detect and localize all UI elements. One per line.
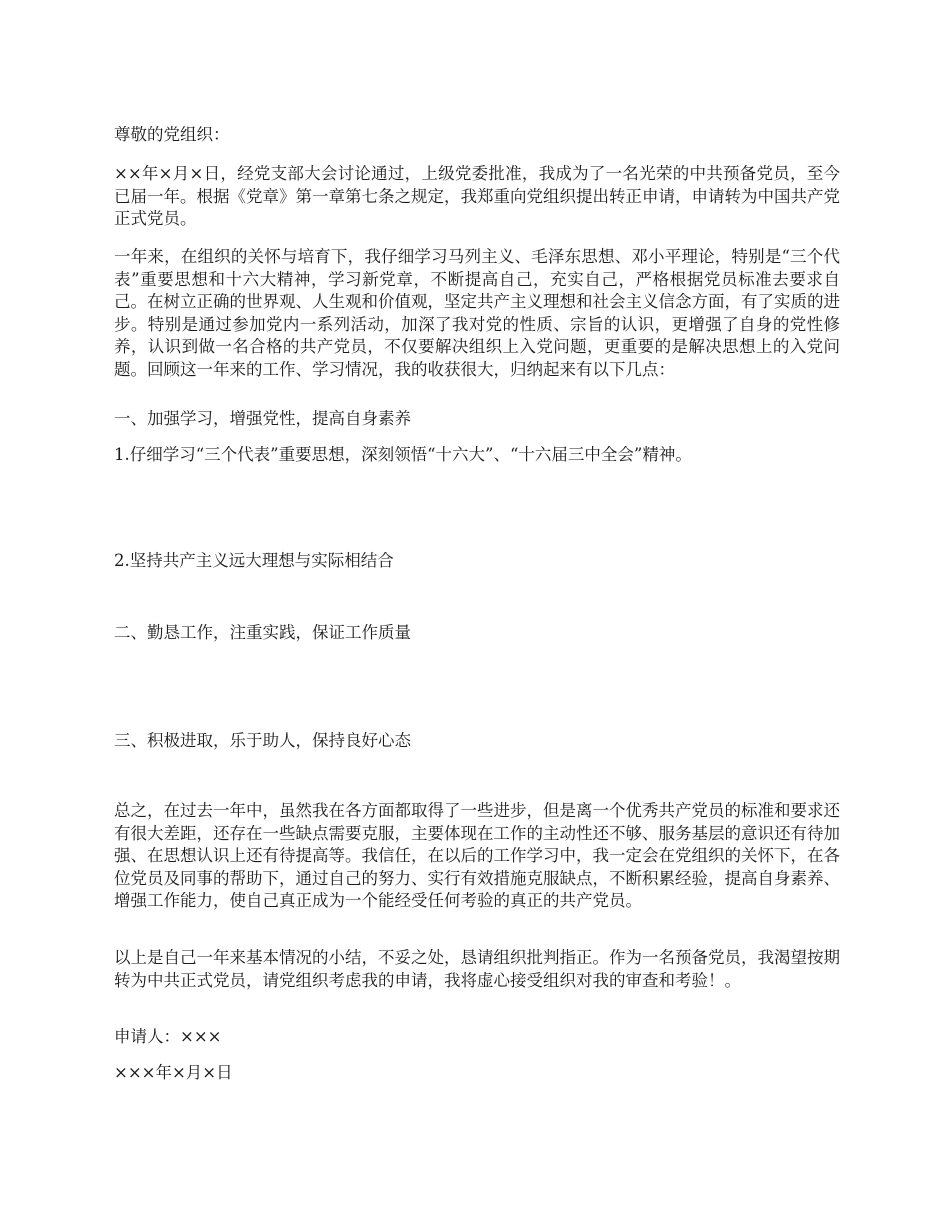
section-heading-1: 一、加强学习，增强党性，提高自身素养 — [114, 409, 411, 428]
salutation: 尊敬的党组织： — [114, 125, 230, 144]
list-item-2: 2.坚持共产主义远大理想与实际相结合 — [114, 551, 394, 570]
list-item-1: 1.仔细学习“三个代表”重要思想，深刻领悟“十六大”、“十六届三中全会”精神。 — [114, 445, 692, 464]
paragraph-review: 一年来，在组织的关怀与培育下，我仔细学习马列主义、毛泽东思想、邓小平理论，特别是“三个代表”重要思想和十六大精神，学习新党章，不断提高自己，充实自己，严格根据党员标准去要求自己。在树立正确的世界观、人生观和价值观，坚定共产主义理想和社会主义信念方面，有了实质的进步。特别是通过参加党内一系列活动，加深了我对党的性质、宗旨的认识，更增强了自身的党性修养，认识到做一名合格的共产党员，不仅要解决组织上入党问题，更重要的是解决思想上的入党问题。回顾这一年来的工作、学习情况，我的收获很大，归纳起来有以下几点： — [114, 247, 840, 379]
applicant-signature: 申请人：××× — [114, 1027, 222, 1046]
document-date: ×××年×月×日 — [114, 1063, 233, 1082]
section-heading-3: 三、积极进取，乐于助人，保持良好心态 — [114, 731, 411, 750]
section-heading-2: 二、勤恳工作，注重实践，保证工作质量 — [114, 623, 411, 642]
paragraph-closing: 以上是自己一年来基本情况的小结，不妥之处，恳请组织批判指正。作为一名预备党员，我渴望按期转为中共正式党员，请党组织考虑我的申请，我将虚心接受组织对我的审查和考验！。 — [114, 948, 840, 990]
paragraph-summary: 总之，在过去一年中，虽然我在各方面都取得了一些进步，但是离一个优秀共产党员的标准和要求还有很大差距，还存在一些缺点需要克服，主要体现在工作的主动性还不够、服务基层的意识还有待加强、在思想认识上还有待提高等。我信任，在以后的工作学习中，我一定会在党组织的关怀下，在各位党员及同事的帮助下，通过自己的努力、实行有效措施克服缺点，不断积累经验，提高自身素养、增强工作能力，使自己真正成为一个能经受任何考验的真正的共产党员。 — [114, 801, 840, 910]
paragraph-intro: ××年×月×日，经党支部大会讨论通过，上级党委批准，我成为了一名光荣的中共预备党员，至今已届一年。根据《党章》第一章第七条之规定，我郑重向党组织提出转正申请，申请转为中国共产党正式党员。 — [114, 164, 840, 228]
